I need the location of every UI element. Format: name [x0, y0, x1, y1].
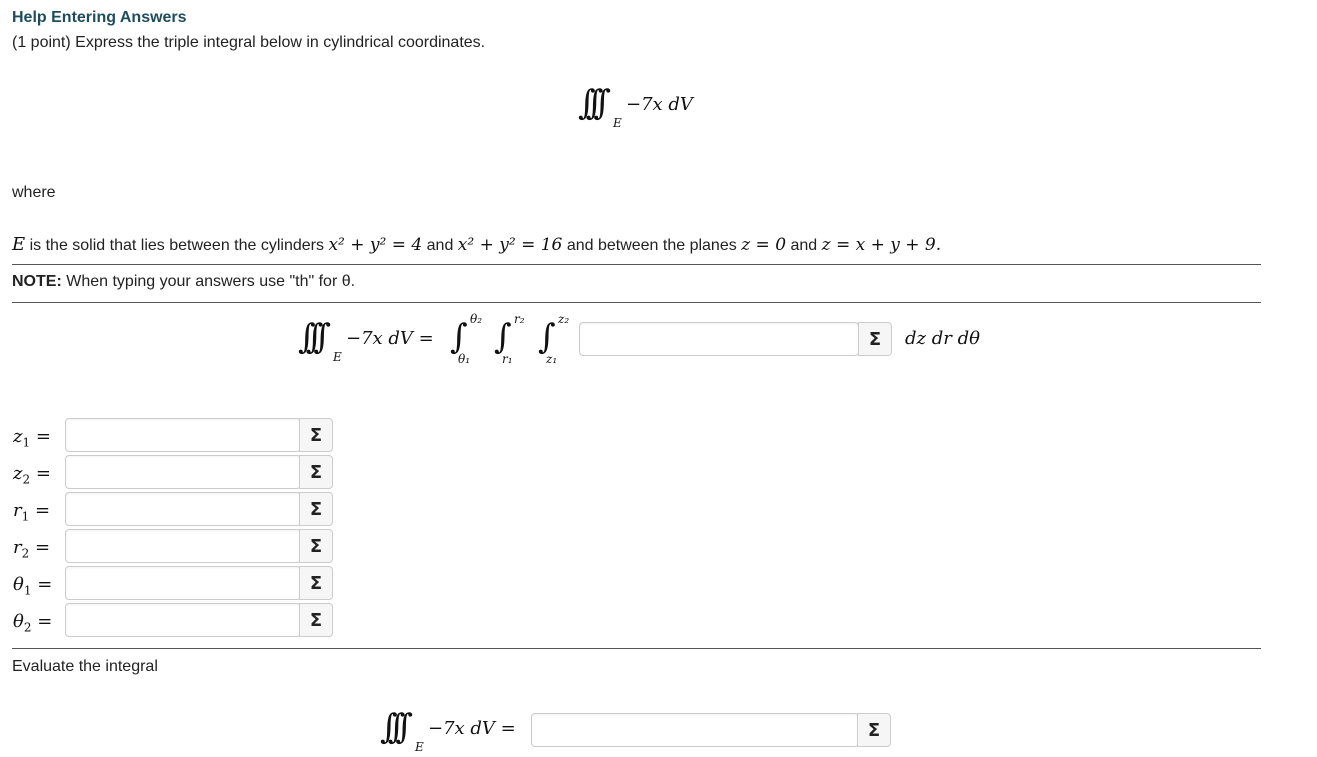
triple-integral-symbol: ∫∫∫ — [380, 707, 404, 747]
problem-statement: (1 point) Express the triple integral below in cylindrical coordinates. — [12, 34, 486, 51]
integrand-sigma-button[interactable]: Σ — [858, 322, 892, 356]
plane-eq-1: z = 0 — [741, 235, 787, 255]
and-text-1: and — [426, 237, 454, 254]
theta2-label: $\theta_2$ = — [13, 611, 53, 635]
region-symbol: E — [12, 234, 26, 255]
z2-sigma-button[interactable]: Σ — [299, 455, 333, 489]
triple-integral-symbol: ∫∫∫ — [298, 317, 322, 357]
integrand: −7x dV — [626, 94, 693, 115]
plane-eq-2: z = x + y + 9. — [821, 235, 942, 255]
r-integral-symbol: ∫ — [494, 317, 502, 357]
help-entering-answers-link[interactable]: Help Entering Answers — [12, 9, 187, 26]
cylinder-eq-2: x² + y² = 16 — [457, 235, 563, 255]
evaluate-label: Evaluate the integral — [12, 658, 158, 675]
evaluate-input[interactable] — [531, 713, 859, 747]
differentials: dz dr dθ — [905, 328, 980, 349]
integral-region: E — [333, 350, 342, 364]
theta1-label: $\theta_1$ = — [13, 574, 53, 598]
integrand-input[interactable] — [579, 322, 859, 356]
note — [12, 273, 355, 291]
z1-label: $z_1$ = — [13, 426, 51, 450]
theta1-sigma-button[interactable]: Σ — [299, 566, 333, 600]
divider-1 — [12, 264, 1261, 265]
theta-integral-symbol: ∫ — [450, 317, 458, 357]
theta2-input[interactable] — [65, 603, 301, 637]
and-text-2: and — [790, 237, 818, 254]
r1-input[interactable] — [65, 492, 301, 526]
setup-lhs: −7x dV = — [346, 328, 434, 349]
divider-3 — [12, 648, 1261, 649]
r2-sigma-button[interactable]: Σ — [299, 529, 333, 563]
z-integral-symbol: ∫ — [538, 317, 546, 357]
evaluate-equation — [380, 707, 530, 756]
z2-input[interactable] — [65, 455, 301, 489]
divider-2 — [12, 302, 1261, 303]
r-lower-limit: r₁ — [502, 352, 513, 366]
theta-upper-limit: θ₂ — [470, 312, 483, 326]
integral-region: E — [415, 740, 424, 754]
note-label: NOTE: — [12, 273, 62, 290]
z1-sigma-button[interactable]: Σ — [299, 418, 333, 452]
region-description — [12, 234, 941, 255]
z2-label: $z_2$ = — [13, 463, 51, 487]
r2-input[interactable] — [65, 529, 301, 563]
evaluate-sigma-button[interactable]: Σ — [857, 713, 891, 747]
evaluate-lhs: −7x dV = — [428, 718, 516, 739]
where-text: where — [12, 184, 56, 201]
region-desc-prefix: is the solid that lies between the cylinders — [29, 237, 324, 254]
between-planes-text: and between the planes — [566, 237, 737, 254]
z-upper-limit: z₂ — [558, 312, 570, 326]
r-upper-limit: r₂ — [514, 312, 525, 326]
theta2-sigma-button[interactable]: Σ — [299, 603, 333, 637]
r1-label: $r_1$ = — [13, 500, 51, 524]
triple-integral-symbol: ∫∫∫ — [578, 83, 602, 123]
theta-lower-limit: θ₁ — [458, 352, 471, 366]
r1-sigma-button[interactable]: Σ — [299, 492, 333, 526]
r2-label: $r_2$ = — [13, 537, 51, 561]
cylinder-eq-1: x² + y² = 4 — [328, 235, 423, 255]
theta1-input[interactable] — [65, 566, 301, 600]
z-lower-limit: z₁ — [546, 352, 558, 366]
z1-input[interactable] — [65, 418, 301, 452]
integral-region: E — [613, 116, 622, 130]
note-text: When typing your answers use "th" for θ. — [66, 273, 356, 290]
